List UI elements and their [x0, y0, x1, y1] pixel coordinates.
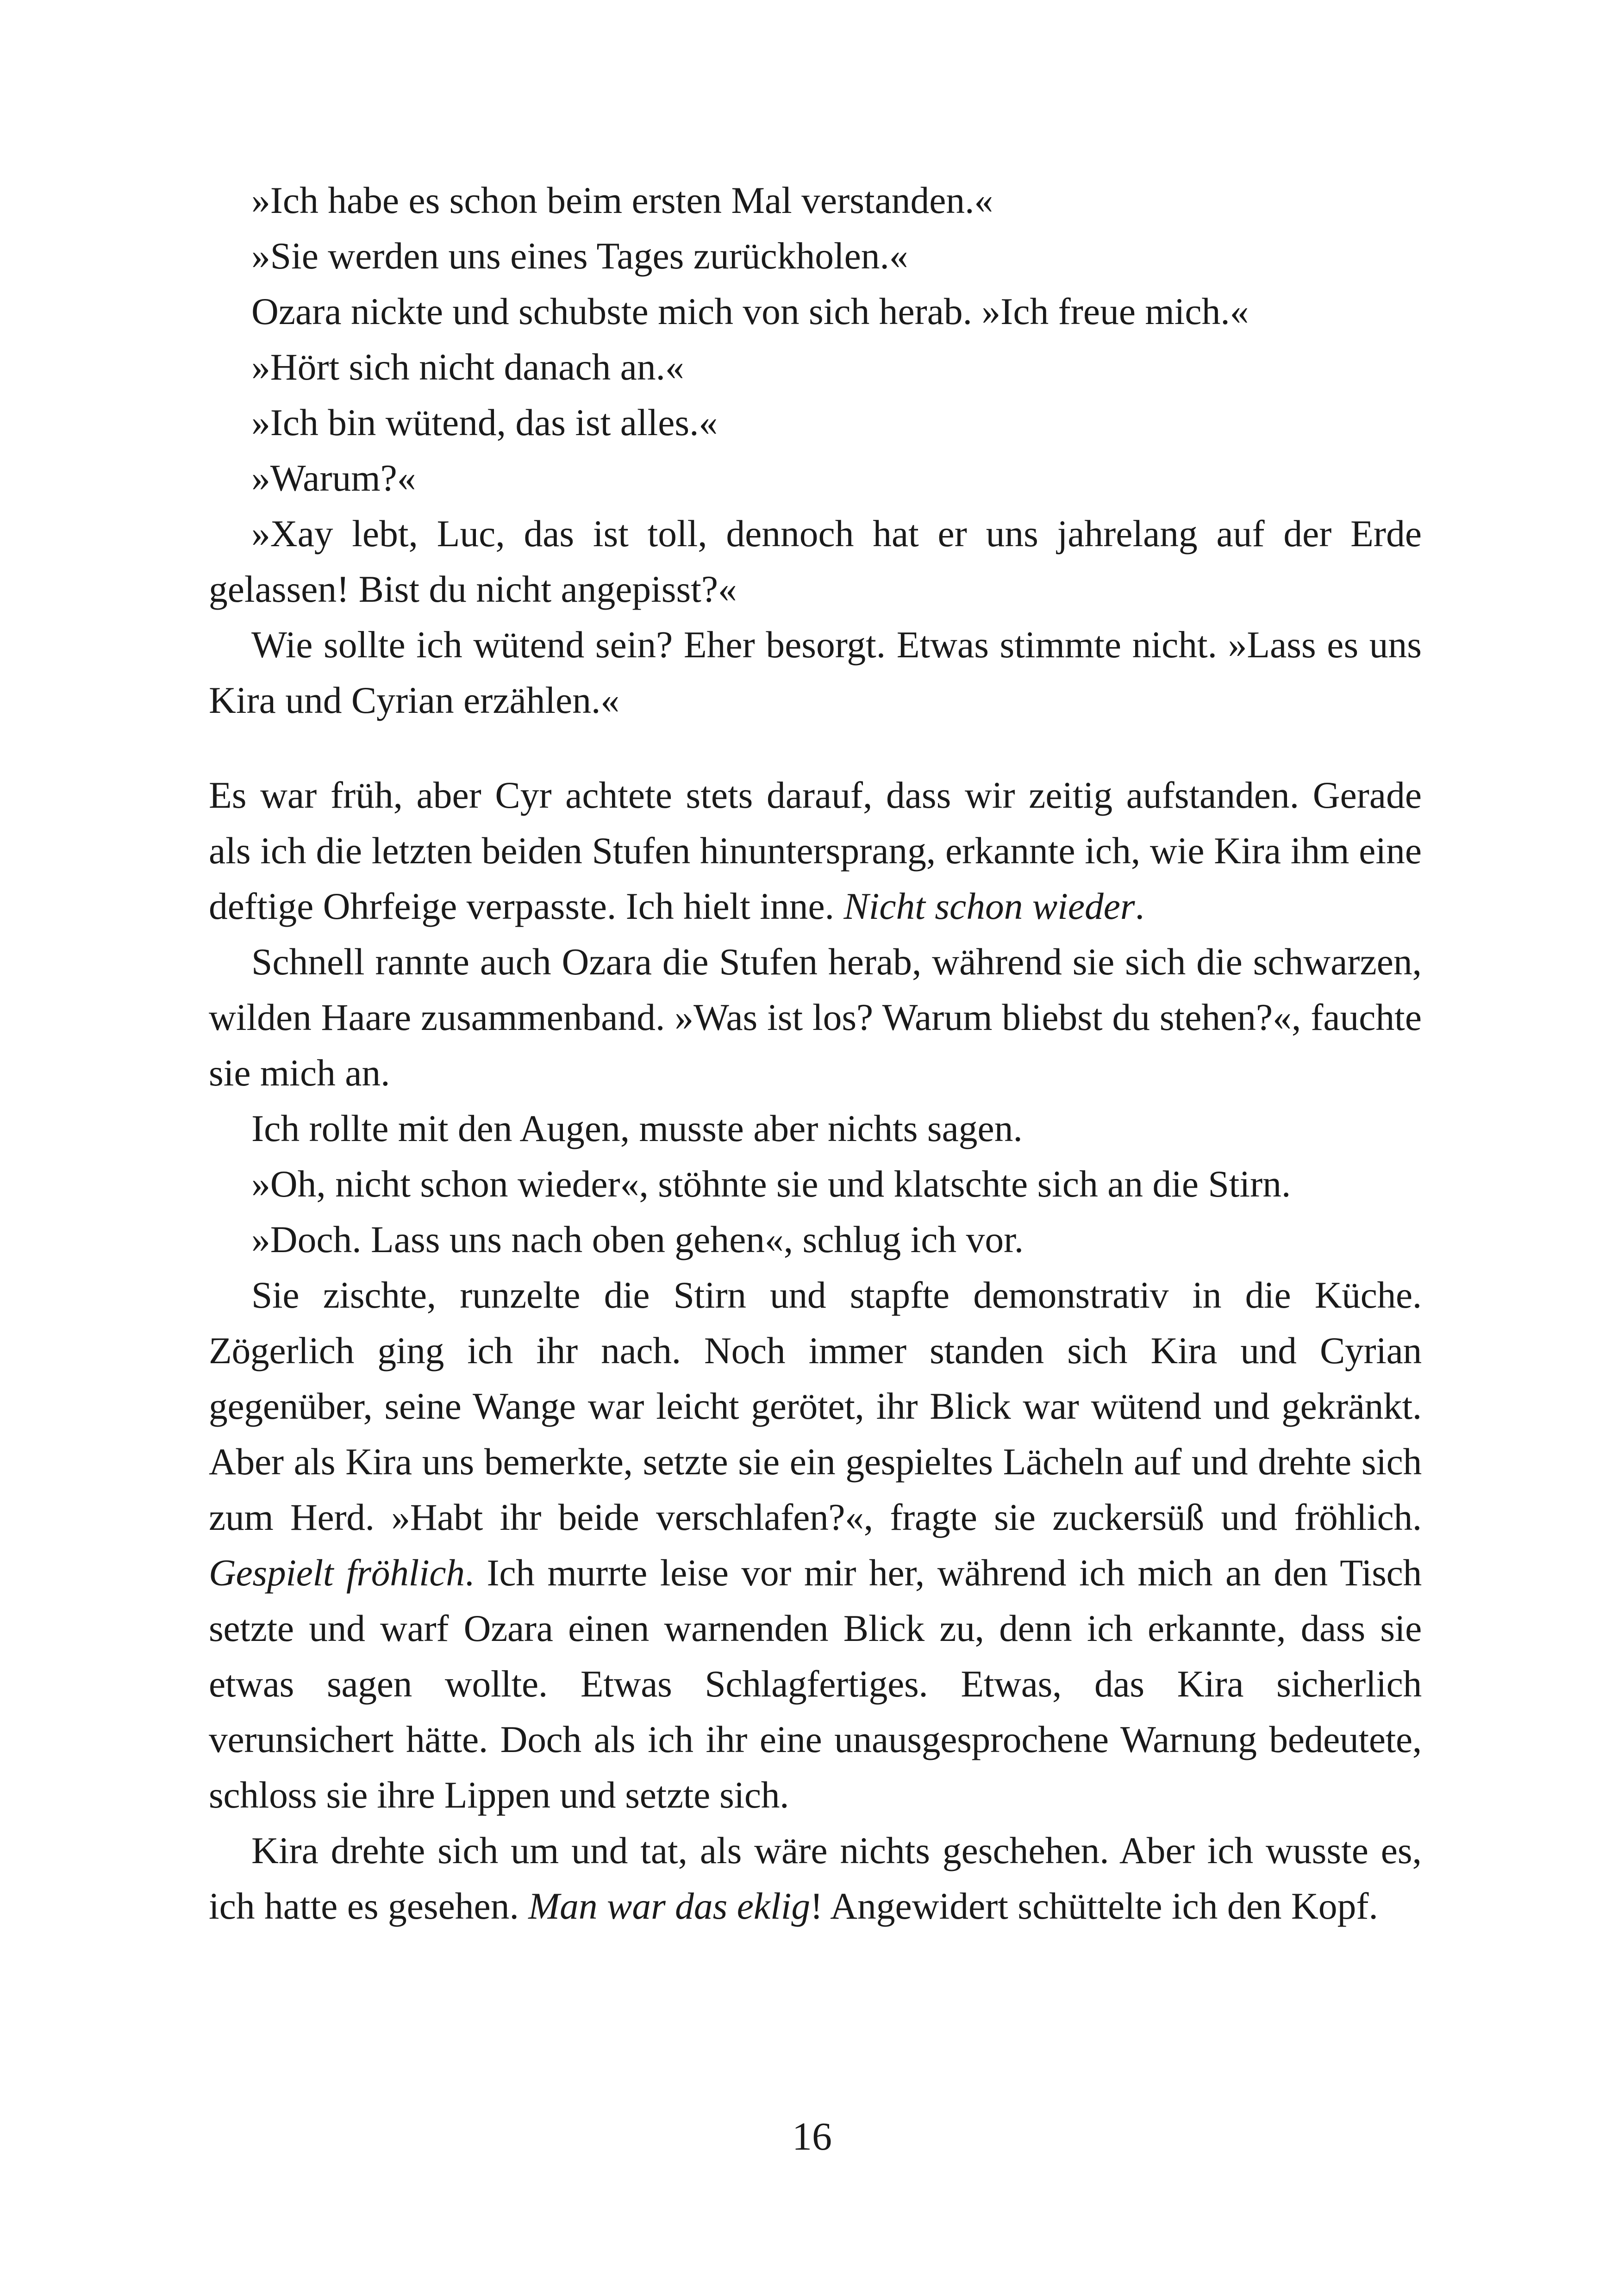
paragraph [209, 1267, 1422, 1823]
paragraph-text: Es war früh, aber Cyr achtete stets darauf, dass wir zeitig aufstanden. Gerade als ich die letzten beiden Stufen hinuntersprang, erkannte ich, wie Kira ihm eine deftige Ohrfeige verpasste. Ich hielt inne. [209, 774, 1422, 927]
dialogue-line: »Warum?« [251, 457, 416, 499]
dialogue-section [209, 173, 1422, 728]
paragraph-text: . Ich murrte leise vor mir her, während ich mich an den Tisch setzte und warf Ozara einen warnenden Blick zu, denn ich erkannte, dass sie etwas sagen wollte. Etwas Schlagfertiges. Etwas, das Kira sicherlich verunsichert hätte. Doch als ich ihr eine unausgesprochene Warnung bedeutete, schloss sie ihre Lippen und setzte sich. [209, 1552, 1422, 1816]
dialogue-line: »Sie werden uns eines Tages zurückholen.« [251, 235, 908, 277]
paragraph: »Oh, nicht schon wieder«, stöhnte sie und klatschte sich an die Stirn. [251, 1163, 1291, 1205]
dialogue-line: »Ich bin wütend, das ist alles.« [251, 401, 718, 443]
page-number: 16 [792, 2114, 832, 2158]
paragraph-text: ! Angewidert schüttelte ich den Kopf. [810, 1885, 1378, 1927]
paragraph-opening [209, 767, 1422, 934]
dialogue-line: »Hört sich nicht danach an.« [251, 346, 684, 388]
paragraph-text: Sie zischte, runzelte die Stirn und stapfte demonstrativ in die Küche. Zögerlich ging ich ihr nach. Noch immer standen sich Kira und Cyrian gegenüber, seine Wange war leicht gerötet, ihr Blick war wütend und gekränkt. Aber als Kira uns bemerkte, setzte sie ein gespieltes Lächeln auf und drehte sich zum Herd. »Habt ihr beide verschlafen?«, fragte sie zuckersüß und fröhlich. [209, 1274, 1422, 1538]
paragraph: Schnell rannte auch Ozara die Stufen herab, während sie sich die schwarzen, wilden Haare zusammenband. »Was ist los? Warum bliebst du stehen?«, fauchte sie mich an. [209, 941, 1422, 1094]
dialogue-line: »Xay lebt, Luc, das ist toll, dennoch hat er uns jahrelang auf der Erde gelassen! Bist du nicht angepisst?« [209, 512, 1422, 610]
dialogue-line: »Ich habe es schon beim ersten Mal verstanden.« [251, 179, 993, 221]
italic-thought: Gespielt fröhlich [209, 1552, 465, 1594]
dialogue-line: Wie sollte ich wütend sein? Eher besorgt. Etwas stimmte nicht. »Lass es uns Kira und Cyrian erzählen.« [209, 624, 1422, 721]
paragraph-text: Kira drehte sich um und tat, als wäre nichts geschehen. Aber ich wusste es, ich hatte es gesehen. [209, 1829, 1422, 1927]
paragraph: Ich rollte mit den Augen, musste aber nichts sagen. [251, 1107, 1023, 1149]
paragraph [209, 1823, 1422, 1934]
italic-thought: Man war das eklig [528, 1885, 811, 1927]
paragraph-text: . [1135, 885, 1145, 927]
italic-thought: Nicht schon wieder [843, 885, 1135, 927]
dialogue-line: Ozara nickte und schubste mich von sich herab. »Ich freue mich.« [251, 290, 1249, 332]
scene-section [209, 767, 1422, 1934]
paragraph: »Doch. Lass uns nach oben gehen«, schlug ich vor. [251, 1218, 1024, 1260]
